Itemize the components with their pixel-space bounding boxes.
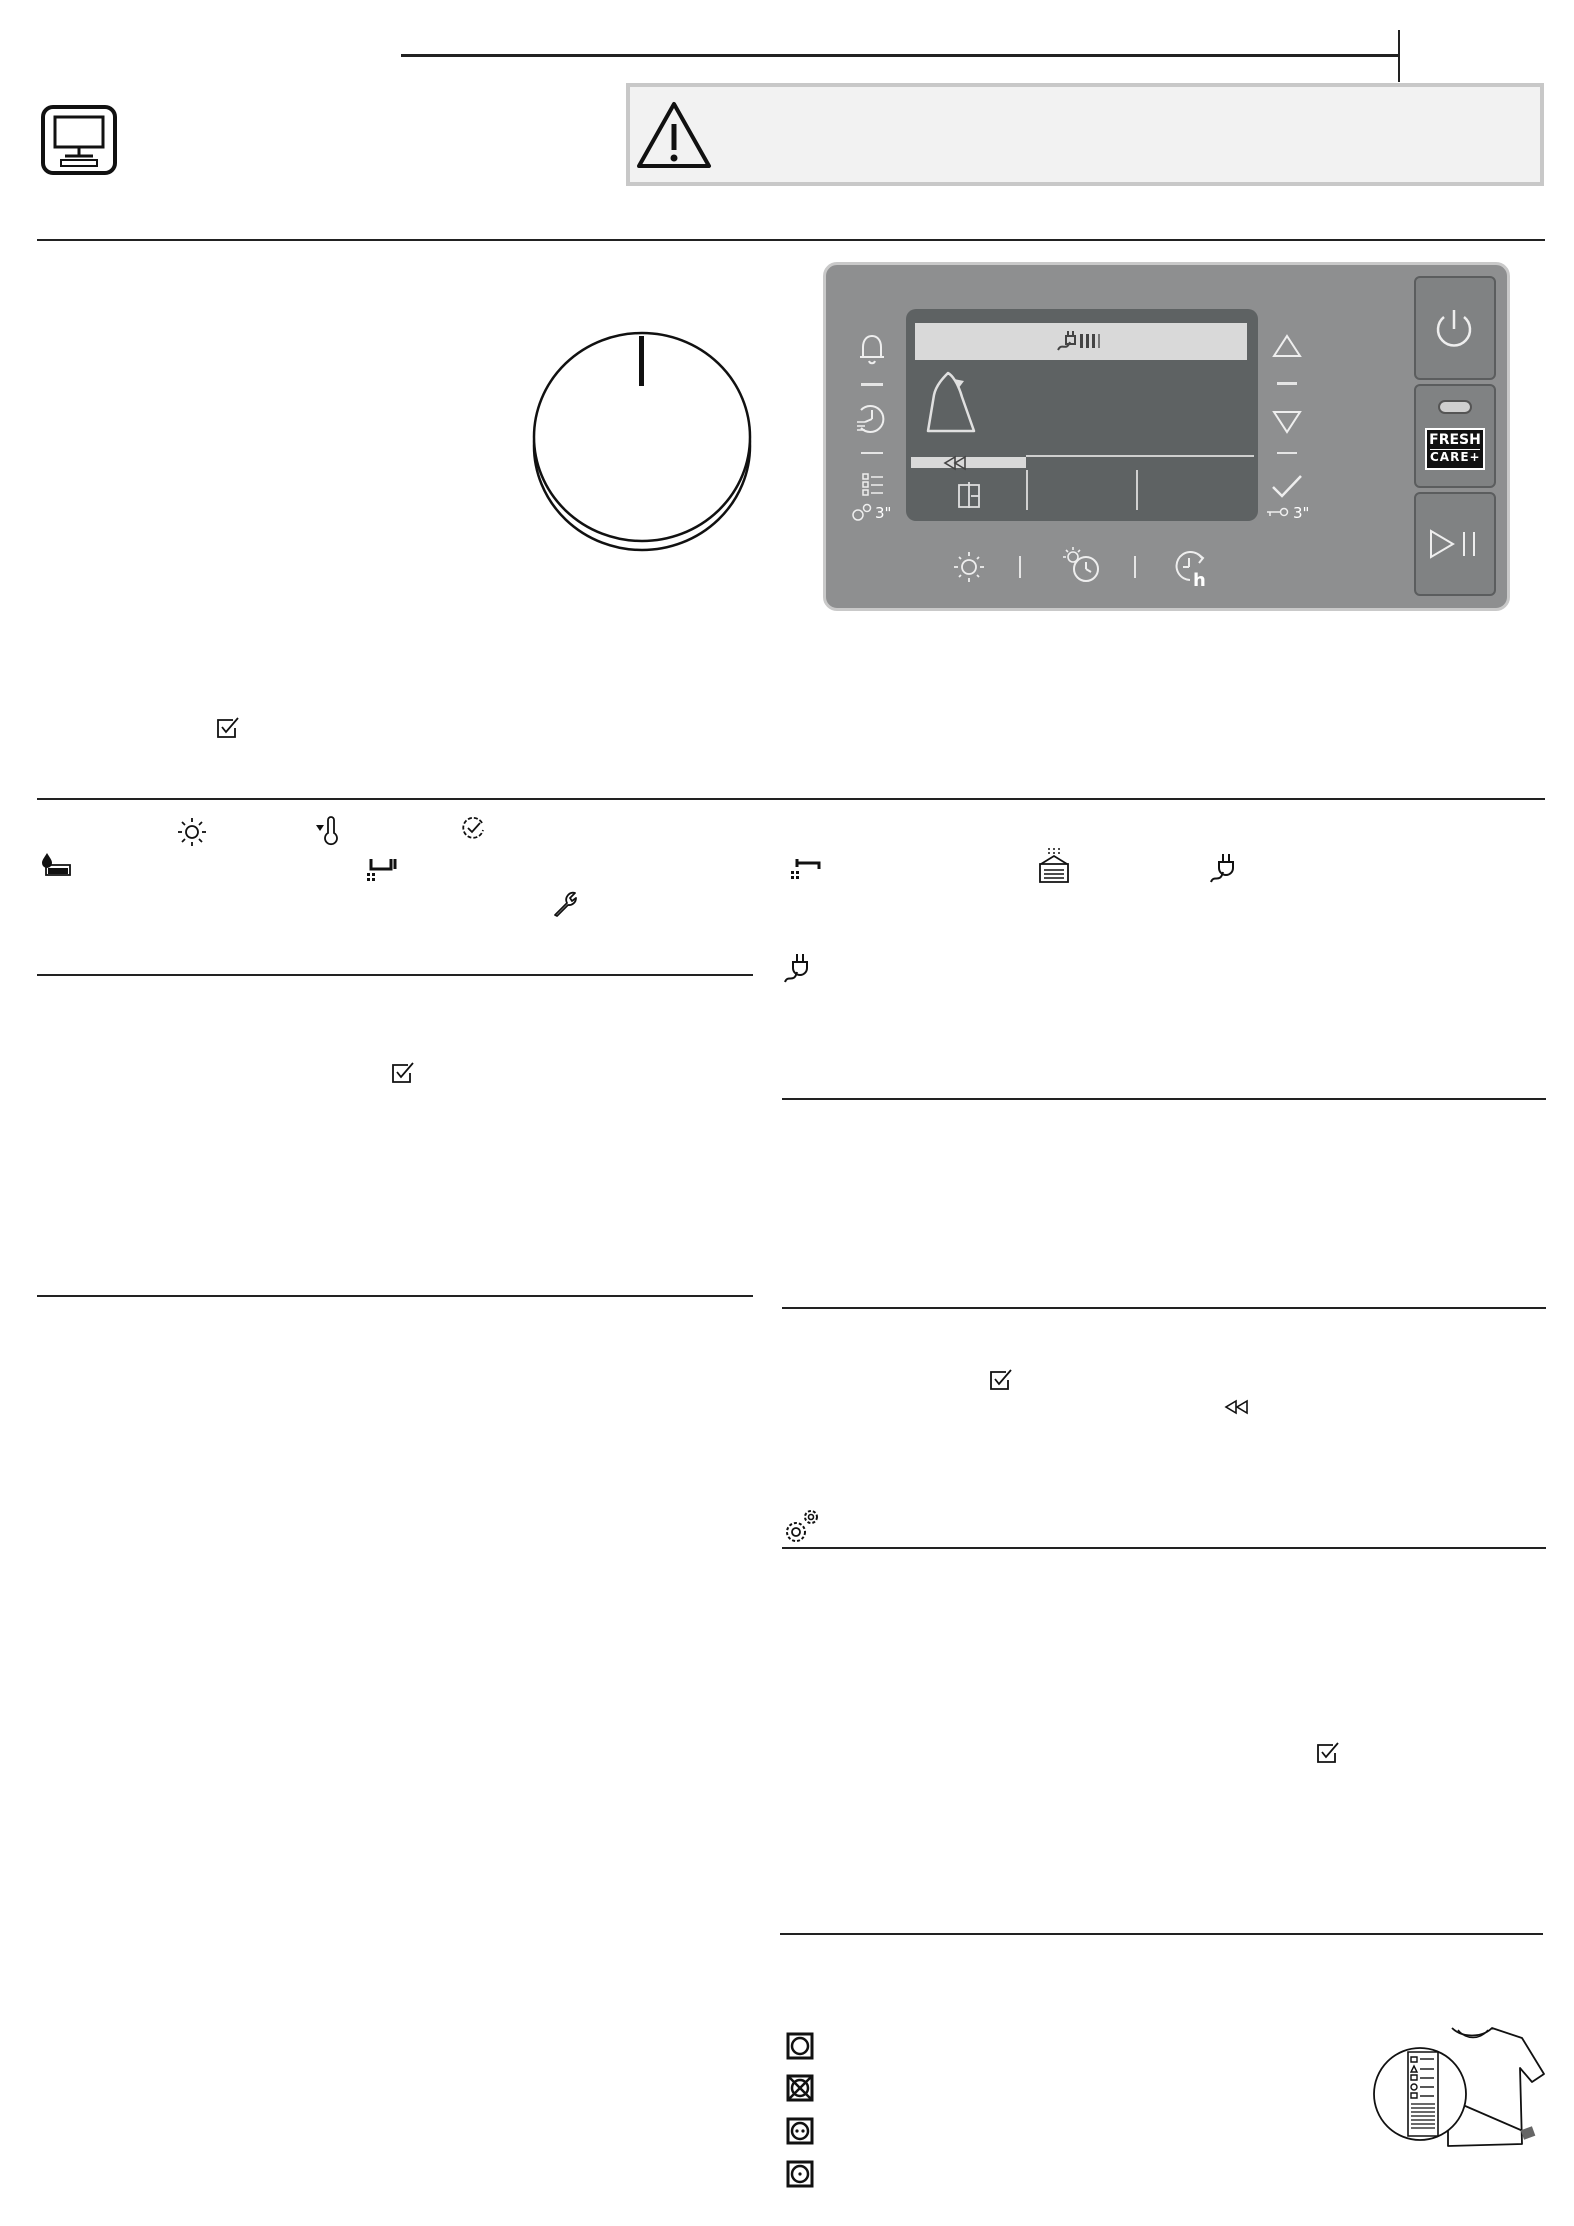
section-rule xyxy=(37,974,753,976)
plug-icon xyxy=(782,950,816,986)
timer-icon[interactable] xyxy=(855,402,889,436)
gear-settings-icon xyxy=(784,1507,822,1545)
wrench-icon xyxy=(551,890,579,918)
play-pause-icon xyxy=(1428,528,1482,560)
panel-separator xyxy=(1277,452,1297,454)
fresh-label: FRESH xyxy=(1429,432,1481,448)
plug-icon xyxy=(1056,328,1112,354)
checkbox-check-icon xyxy=(988,1368,1014,1392)
eco-sun-icon[interactable] xyxy=(951,550,987,584)
door-icon xyxy=(957,481,983,509)
hold-time-left: 3" xyxy=(875,504,892,522)
header-rule-tick xyxy=(1398,30,1400,82)
section-rule xyxy=(782,1547,1546,1549)
panel-separator xyxy=(1277,382,1297,385)
care-label: CARE+ xyxy=(1430,450,1481,464)
section-rule xyxy=(782,1307,1546,1309)
arrow-up-icon[interactable] xyxy=(1272,334,1302,358)
warning-box xyxy=(626,83,1544,186)
panel-separator xyxy=(1134,556,1136,578)
section-rule xyxy=(37,1295,753,1297)
confirm-check-icon[interactable] xyxy=(1270,473,1304,499)
checkbox-check-icon xyxy=(390,1061,416,1085)
panel-separator xyxy=(1019,556,1021,578)
delay-sun-clock-icon[interactable] xyxy=(1060,545,1102,585)
display-divider xyxy=(1026,470,1028,510)
power-icon xyxy=(1432,307,1476,351)
water-level-icon xyxy=(40,851,72,877)
tumble-dry-icon xyxy=(786,2032,814,2060)
sun-icon xyxy=(176,816,208,848)
section-rule xyxy=(37,798,1545,800)
tumble-dry-medium-heat-icon xyxy=(786,2117,814,2145)
checkbox-check-icon xyxy=(1315,1741,1341,1765)
section-rule xyxy=(782,1098,1546,1100)
fresh-care-badge xyxy=(1425,428,1485,470)
tumble-dry-low-heat-icon xyxy=(786,2160,814,2188)
display-divider xyxy=(1136,470,1138,510)
plug-icon xyxy=(1208,850,1242,886)
key-lock-icon xyxy=(1265,505,1289,519)
rewind-icon xyxy=(1224,1399,1250,1415)
panel-separator xyxy=(861,383,883,386)
display-separator xyxy=(1026,455,1254,457)
do-not-tumble-dry-icon xyxy=(786,2074,814,2102)
arrow-down-icon[interactable] xyxy=(1272,410,1302,434)
program-knob[interactable] xyxy=(527,330,757,555)
header-rule xyxy=(401,54,1399,57)
options-list-icon[interactable] xyxy=(862,473,884,497)
computer-monitor-icon xyxy=(41,105,117,175)
svg-text:h: h xyxy=(1193,570,1206,591)
fresh-care-indicator-led xyxy=(1438,400,1472,414)
tap-drain-icon xyxy=(365,857,397,885)
warning-triangle-icon xyxy=(636,100,712,170)
bell-icon[interactable] xyxy=(857,331,887,367)
hold-time-right: 3" xyxy=(1293,504,1310,522)
tap-icon xyxy=(789,855,821,883)
panel-separator xyxy=(861,452,883,454)
section-rule xyxy=(37,239,1545,241)
shirt-care-label-illustration xyxy=(1372,2024,1546,2154)
dispenser-icon xyxy=(1037,846,1071,884)
rewind-icon xyxy=(943,456,969,470)
hour-clock-icon[interactable] xyxy=(1172,548,1210,591)
check-circle-icon xyxy=(460,815,486,841)
settings-icon xyxy=(852,502,874,522)
section-rule xyxy=(780,1933,1543,1935)
tumble-program-icon xyxy=(918,369,980,435)
checkbox-check-icon xyxy=(215,716,241,740)
thermometer-icon xyxy=(314,815,340,845)
